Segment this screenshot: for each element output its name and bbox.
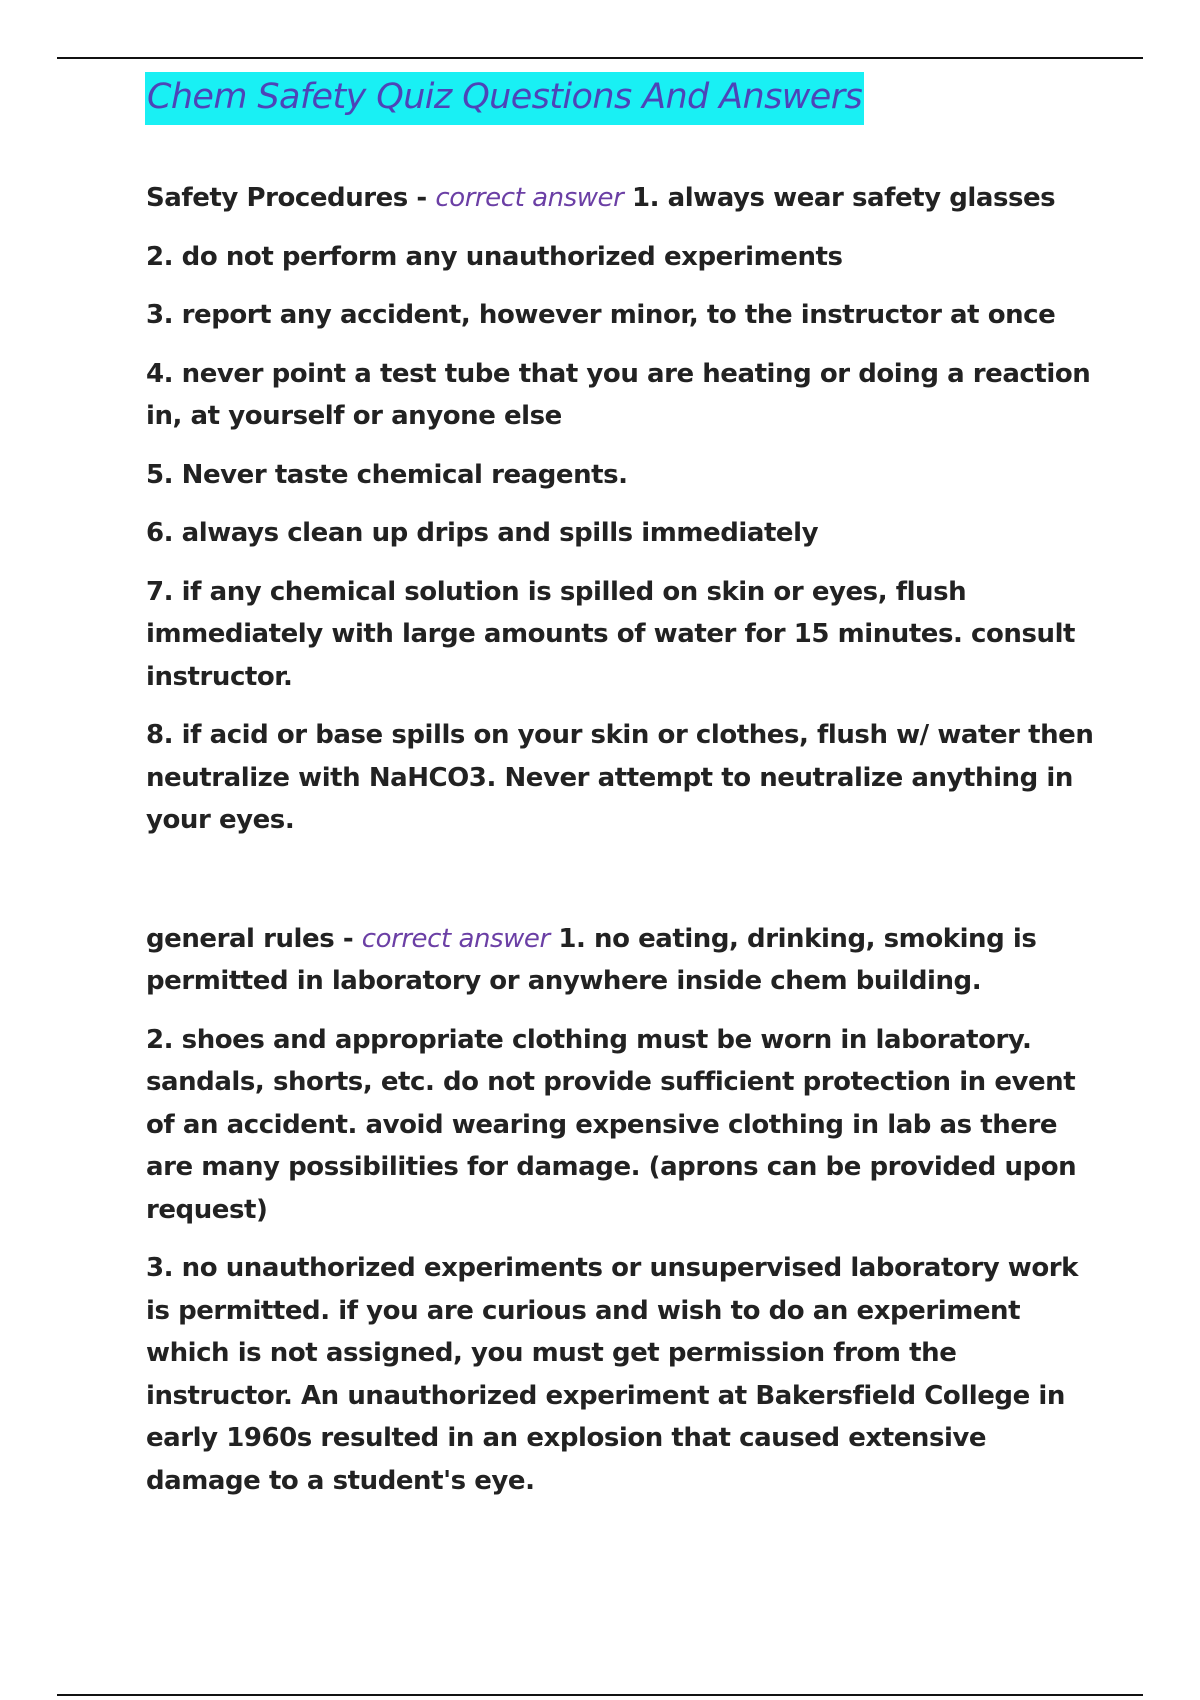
document-title: Chem Safety Quiz Questions And Answers	[147, 77, 863, 117]
section-first-line	[146, 918, 1096, 1003]
answer-item: 2. do not perform any unauthorized experiments	[146, 241, 843, 272]
answer-item: 3. no unauthorized experiments or unsupervised laboratory work is permitted. if you are curious and wish to do an experiment which is not assigned, you must get permission from the instructor. An unauthorized experiment at Bakersfield College in early 1960s resulted in an explosion that caused extensive damage to a student's eye.	[146, 1253, 1079, 1496]
answer-item: 1. no eating, drinking, smoking is permitted in laboratory or anywhere inside chem building.	[146, 923, 1037, 996]
correct-answer-tag: correct answer	[361, 923, 550, 954]
answer-item: 3. report any accident, however minor, to the instructor at once	[146, 300, 1056, 330]
title-highlight	[145, 72, 864, 125]
answer-item: 7. if any chemical solution is spilled on skin or eyes, flush immediately with large amounts of water for 15 minutes. consult instructor.	[146, 576, 1076, 692]
section-general-rules	[146, 918, 1096, 1503]
section-first-line	[146, 177, 1096, 220]
answer-item: 4. never point a test tube that you are heating or doing a reaction in, at yourself or anyone else	[146, 358, 1091, 431]
correct-answer-tag: correct answer	[435, 183, 624, 213]
answer-item: 6. always clean up drips and spills immediately	[146, 518, 819, 548]
answer-item: 2. shoes and appropriate clothing must be worn in laboratory. sandals, shorts, etc. do not provide sufficient protection in event of an accident. avoid wearing expensive clothing in lab as there are many possibilities for damage. (aprons can be provided upon request)	[146, 1024, 1077, 1225]
top-rule	[57, 57, 1143, 59]
answer-item: 8. if acid or base spills on your skin or clothes, flush w/ water then neutralize with NaHCO3. Never attempt to neutralize anything in your eyes.	[146, 720, 1094, 835]
section-label: Safety Procedures -	[146, 183, 436, 213]
document-body	[146, 72, 1096, 1518]
section-label: general rules -	[146, 923, 362, 954]
section-safety-procedures	[146, 177, 1096, 842]
answer-item: 5. Never taste chemical reagents.	[146, 459, 628, 490]
bottom-rule	[57, 1694, 1143, 1696]
answer-item: 1. always wear safety glasses	[623, 183, 1056, 213]
